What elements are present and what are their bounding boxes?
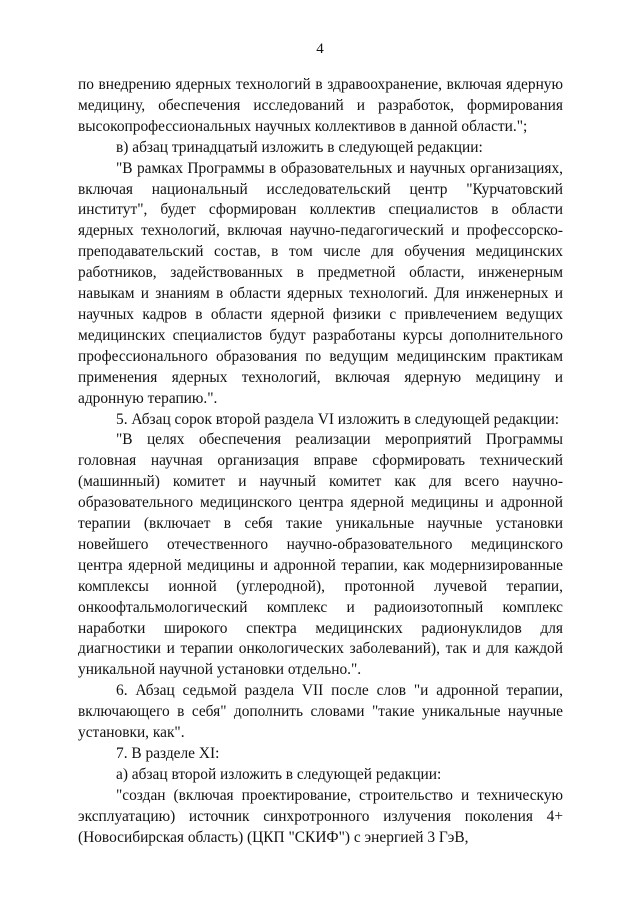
paragraph-1: по внедрению ядерных технологий в здравоохранение, включая ядерную медицину, обеспечения исследований и разработок, формирования высокопрофессиональных научных коллективов в данной области."; — [78, 76, 563, 135]
paragraph-6: 6. Абзац седьмой раздела VII после слов "и адронной терапии, включающего в себя" дополнить словами "такие уникальные научные установки, как". — [78, 682, 563, 742]
document-body — [78, 75, 563, 849]
paragraph-5: "В целях обеспечения реализации мероприятий Программы головная научная организация вправе сформировать технический (машинный) комитет и научный комитет как для всего научно-образовательного медицинского центра ядерной медицины и адронной терапии (включает в себя такие уникальные научные установки новейшего отечественного научно-образовательного медицинского центра ядерной медицины и адронной терапии, как модернизированные комплексы ионной (углеродной), протонной лучевой терапии, онкоофтальмологический комплекс и радиоизотопный комплекс наработки широкого спектра медицинских радионуклидов для диагностики и терапии онкологических заболеваний), так и для каждой уникальной научной установки отдельно.". — [78, 431, 563, 679]
paragraph-3: "В рамках Программы в образовательных и научных организациях, включая национальный исследовательский центр "Курчатовский институт", будет сформирован коллектив специалистов в области ядерных технологий, включая научно-педагогический и профессорско-преподавательский состав, в том числе для обучения медицинских работников, задействованных в предметной области, инженерным навыкам и знаниям в области ядерных технологий. Для инженерных и научных кадров в области ядерной физики с привлечением ведущих медицинских специалистов будут разработаны курсы дополнительного профессионального образования по ведущим медицинским практикам применения ядерных технологий, включая ядерную медицину и адронную терапию.". — [78, 159, 563, 407]
paragraph-4: 5. Абзац сорок второй раздела VI изложить в следующей редакции: — [116, 410, 560, 428]
paragraph-2: в) абзац тринадцатый изложить в следующей редакции: — [116, 138, 483, 156]
paragraph-8: а) абзац второй изложить в следующей редакции: — [116, 765, 442, 783]
paragraph-9: "создан (включая проектирование, строительство и техническую эксплуатацию) источник синхротронного излучения поколения 4+ (Новосибирская область) (ЦКП "СКИФ") с энергией 3 ГэВ, — [78, 786, 563, 846]
paragraph-7: 7. В разделе XI: — [116, 745, 220, 762]
page-number: 4 — [316, 41, 324, 57]
